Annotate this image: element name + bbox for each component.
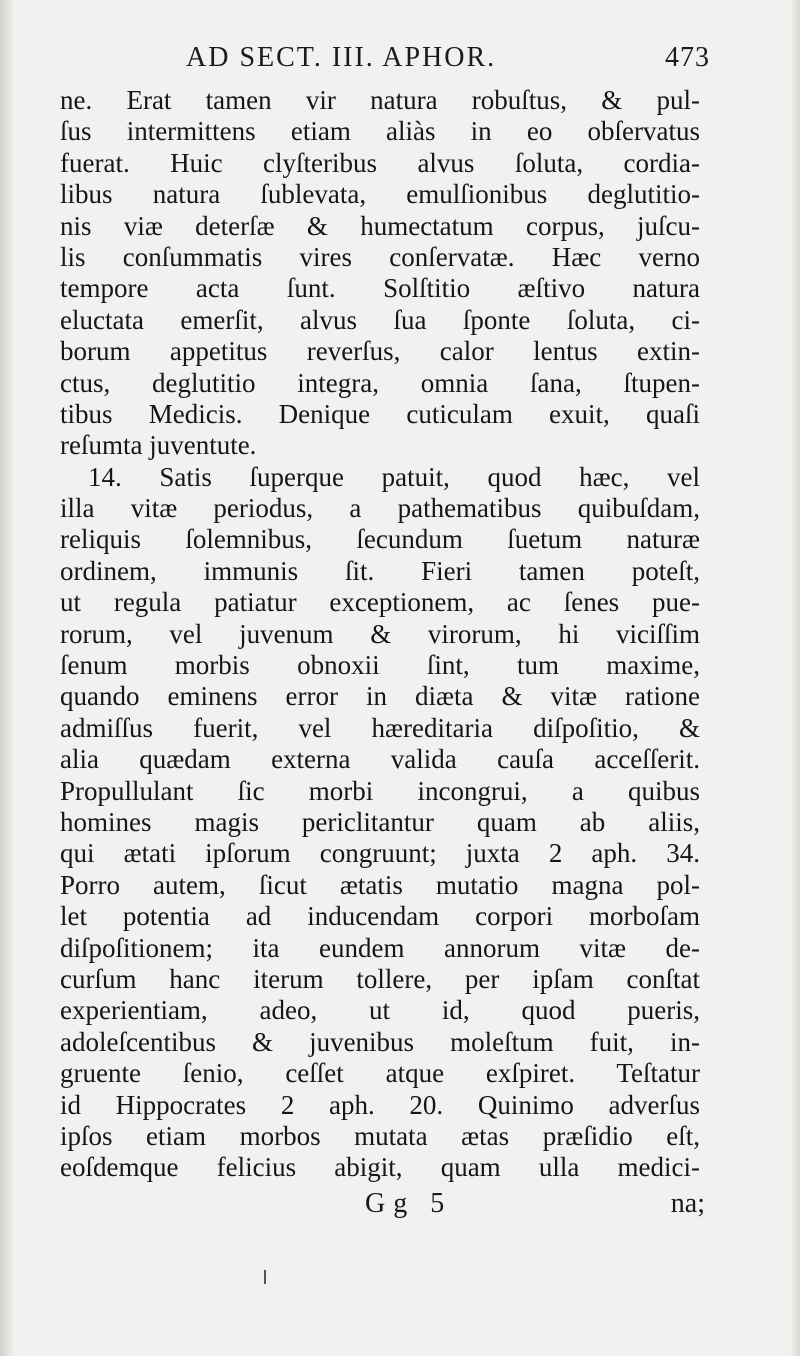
text-line: gruente ſenio, ceſſet atque exſpiret. Teſtatur — [60, 1058, 700, 1089]
text-line: reliquis ſolemnibus, ſecundum ſuetum naturæ — [60, 524, 700, 555]
text-line: Porro autem, ſicut ætatis mutatio magna pol- — [60, 869, 700, 900]
text-line: Propullulant ſic morbi incongrui, a quibus — [60, 775, 700, 806]
text-line: adoleſcentibus & juvenibus moleſtum fuit, in- — [60, 1026, 700, 1057]
text-line: nis viæ deterſæ & humectatum corpus, juſcu- — [60, 210, 700, 241]
paragraph-start-line: 14. Satis ſuperque patuit, quod hæc, vel — [88, 461, 700, 492]
text-line: tibus Medicis. Denique cuticulam exuit, quaſi — [60, 398, 700, 429]
running-head: AD SECT. III. APHOR. — [186, 42, 497, 73]
text-line: ſus intermittens etiam aliàs in eo obſervatus — [60, 116, 700, 147]
text-line: eluctata emerſit, alvus ſua ſponte ſoluta, ci- — [60, 304, 700, 335]
text-line: ut regula patiatur exceptionem, ac ſenes pue- — [60, 587, 700, 618]
text-line: id Hippocrates 2 aph. 20. Quinimo adverſus — [60, 1089, 700, 1120]
text-line: alia quædam externa valida cauſa acceſſerit. — [60, 744, 700, 775]
text-line: qui ætati ipſorum congruunt; juxta 2 aph. 34. — [60, 838, 700, 869]
text-line: tempore acta ſunt. Solſtitio æſtivo natura — [60, 273, 700, 304]
text-line: borum appetitus reverſus, calor lentus extin- — [60, 336, 700, 367]
spine-shadow — [0, 0, 14, 1356]
signature-mark: Gg 5 — [365, 1188, 453, 1219]
text-line: ipſos etiam morbos mutata ætas præſidio eſt, — [60, 1120, 700, 1151]
text-line: experientiam, adeo, ut id, quod pueris, — [60, 995, 700, 1026]
text-line: ſenum morbis obnoxii ſint, tum maxime, — [60, 650, 700, 681]
text-line: admiſſus fuerit, vel hæreditaria diſpoſitio, & — [60, 712, 700, 743]
text-line: eoſdemque felicius abigit, quam ulla medici- — [60, 1152, 700, 1183]
text-line: reſumta juventute. — [60, 430, 257, 461]
text-line: curſum hanc iterum tollere, per ipſam conſtat — [60, 963, 700, 994]
page-header — [60, 38, 710, 82]
text-line: ne. Erat tamen vir natura robuſtus, & pul- — [60, 85, 700, 115]
ink-speck — [264, 1270, 266, 1284]
text-line: diſpoſitionem; ita eundem annorum vitæ de- — [60, 932, 700, 963]
text-line: ctus, deglutitio integra, omnia ſana, ſtupen- — [60, 367, 700, 398]
page-edge — [790, 0, 800, 1356]
page-number: 473 — [665, 42, 710, 73]
text-line: rorum, vel juvenum & virorum, hi viciſſim — [60, 618, 700, 649]
text-line: fuerat. Huic clyſteribus alvus ſoluta, cordia- — [60, 147, 700, 178]
text-line: illa vitæ periodus, a pathematibus quibuſdam, — [60, 493, 700, 524]
text-line: quando eminens error in diæta & vitæ ratione — [60, 681, 700, 712]
text-line: let potentia ad inducendam corpori morboſam — [60, 901, 700, 932]
text-line: ordinem, immunis ſit. Fieri tamen poteſt, — [60, 555, 700, 586]
page-footer — [60, 1188, 705, 1224]
body-text — [60, 85, 700, 1184]
text-line: homines magis periclitantur quam ab aliis, — [60, 806, 700, 837]
text-line: lis conſummatis vires conſervatæ. Hæc verno — [60, 241, 700, 272]
catchword: na; — [670, 1188, 705, 1219]
text-line: libus natura ſublevata, emulſionibus deglutitio- — [60, 179, 700, 210]
